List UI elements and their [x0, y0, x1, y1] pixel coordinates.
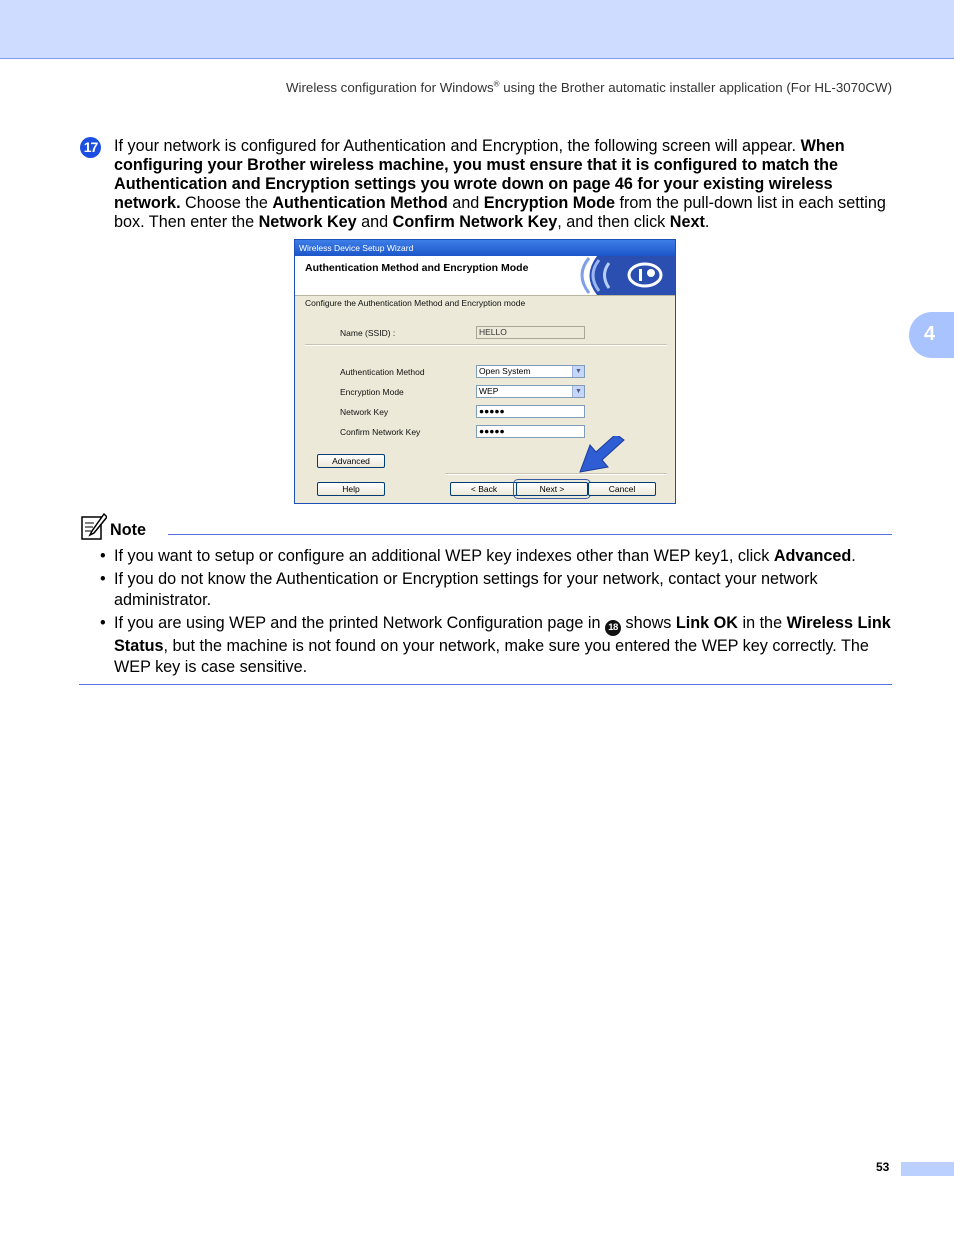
note-rule-bottom — [79, 684, 892, 685]
step-reference-badge: 18 — [605, 620, 621, 636]
wireless-signal-icon — [557, 256, 675, 295]
dialog-banner — [295, 256, 675, 296]
confirm-network-key-input[interactable]: ●●●●● — [476, 425, 585, 438]
cancel-button[interactable]: Cancel — [588, 482, 656, 496]
advanced-button[interactable]: Advanced — [317, 454, 385, 468]
bullet-icon: • — [100, 570, 106, 588]
dialog-title-bar: Wireless Device Setup Wizard — [295, 240, 675, 256]
step-number-badge: 17 — [80, 137, 101, 158]
note-pencil-icon — [80, 513, 107, 541]
ssid-field: HELLO — [476, 326, 585, 339]
pointer-arrow-icon — [578, 436, 628, 476]
confirm-network-key-label: Confirm Network Key — [340, 427, 421, 437]
help-button[interactable]: Help — [317, 482, 385, 496]
back-button[interactable]: < Back — [450, 482, 518, 496]
note-item-wep: If you are using WEP and the printed Network Configuration page in 18 shows Link OK in the Wireless Link Status, but the machine is not found on your network, make sure you entered the WEP key correctly. The WEP key is case sensitive. — [114, 614, 891, 676]
bullet-icon: • — [100, 614, 106, 632]
note-rule-top — [168, 534, 892, 535]
note-label: Note — [110, 521, 146, 539]
dialog-separator — [305, 344, 667, 346]
wizard-dialog — [294, 239, 676, 504]
encryption-mode-select[interactable]: WEP ▼ — [476, 385, 585, 398]
network-key-label: Network Key — [340, 407, 389, 417]
next-button[interactable]: Next > — [516, 482, 588, 496]
auth-method-select[interactable]: Open System ▼ — [476, 365, 585, 378]
note-item-advanced: If you want to setup or configure an additional WEP key indexes other than WEP key1, click Advanced. — [114, 547, 856, 565]
auth-method-label: Authentication Method — [340, 367, 425, 377]
page-number: 53 — [876, 1160, 890, 1174]
header-band — [0, 0, 954, 59]
note-item-admin: If you do not know the Authentication or Encryption settings for your network, contact your network administrator. — [114, 570, 818, 609]
dialog-heading: Authentication Method and Encryption Mode — [305, 262, 529, 274]
chevron-down-icon[interactable]: ▼ — [572, 386, 584, 397]
dialog-separator — [445, 473, 667, 475]
footer-band — [901, 1162, 954, 1176]
dialog-subtitle: Configure the Authentication Method and Encryption mode — [305, 298, 526, 308]
bullet-icon: • — [100, 547, 106, 565]
step-instructions: If your network is configured for Authentication and Encryption, the following screen will appear. When configuring your Brother wireless machine, you must ensure that it is configured to match the Authentication and Encryption settings you wrote down on page 46 for your existing wireless network. Choose the Authentication Method and Encryption Mode from the pull-down list in each setting box. Then enter the Network Key and Confirm Network Key, and then click Next. — [114, 137, 886, 231]
running-head: Wireless configuration for Windows® using the Brother automatic installer application (For HL-3070CW) — [286, 79, 892, 95]
chevron-down-icon[interactable]: ▼ — [572, 366, 584, 377]
encryption-mode-label: Encryption Mode — [340, 387, 404, 397]
network-key-input[interactable]: ●●●●● — [476, 405, 585, 418]
chapter-tab: 4 — [909, 312, 954, 358]
ssid-label: Name (SSID) : — [340, 328, 396, 338]
